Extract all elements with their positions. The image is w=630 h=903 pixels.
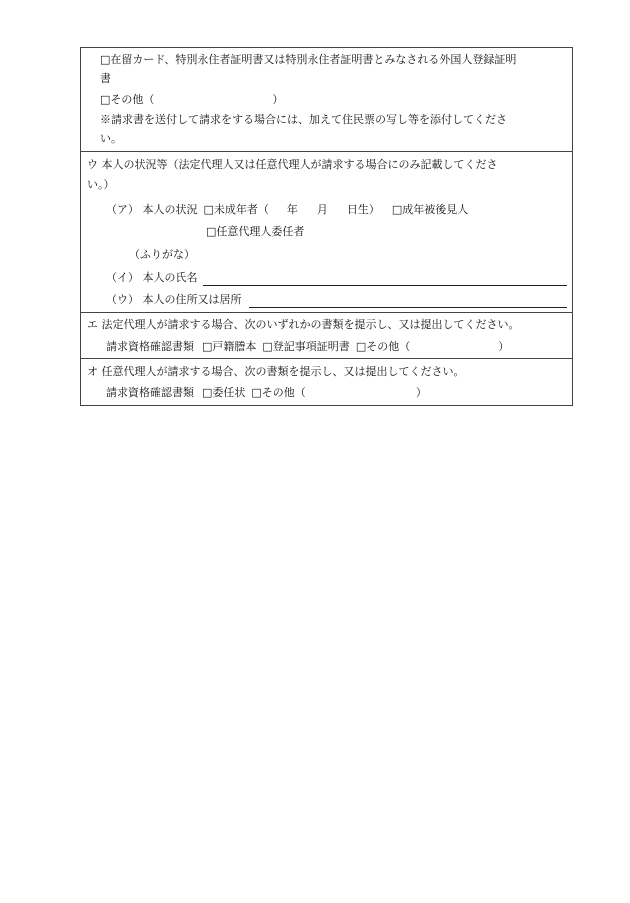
principal-name-label: （イ） 本人の氏名 — [106, 271, 198, 284]
voluntary-agent-section — [81, 358, 572, 405]
legal-agent-doc-label: 請求資格確認書類 — [106, 340, 194, 353]
legal-agent-heading: エ 法定代理人が請求する場合、次のいずれかの書類を提示し、又は提出してください。 — [87, 318, 520, 331]
principal-name-field[interactable] — [203, 285, 567, 286]
principal-status-label: （ア） 本人の状況 — [106, 203, 198, 216]
voluntary-agent-other-checkbox[interactable]: □その他（ — [251, 386, 306, 399]
mail-request-note: ※請求書を送付して請求をする場合には、加えて住民票の写し等を添付してくださ — [100, 113, 507, 126]
voluntary-agent-documents-row — [106, 386, 427, 400]
principal-address-field[interactable] — [249, 307, 567, 308]
request-form-table — [80, 47, 573, 406]
principal-address-label: （ウ） 本人の住所又は居所 — [106, 293, 242, 306]
legal-agent-other-checkbox[interactable]: □その他（ — [355, 340, 411, 353]
birth-day-label: 日生） — [346, 203, 380, 216]
other-document-close: ） — [272, 93, 284, 106]
other-document-checkbox[interactable] — [100, 93, 283, 107]
legal-agent-other-close: ） — [498, 340, 510, 353]
principal-status-heading: ウ 本人の状況等（法定代理人又は任意代理人が請求する場合にのみ記載してくださ — [87, 158, 498, 171]
legal-agent-section — [81, 312, 572, 358]
adult-ward-checkbox[interactable]: □成年被後見人 — [391, 203, 469, 216]
minor-checkbox[interactable]: □未成年者（ — [203, 203, 269, 216]
voluntary-principal-checkbox[interactable]: □任意代理人委任者 — [206, 225, 305, 238]
legal-agent-documents-row — [106, 340, 509, 354]
power-of-attorney-checkbox[interactable]: □委任状 — [202, 386, 246, 399]
birth-year-label: 年 — [286, 203, 298, 216]
family-register-checkbox[interactable]: □戸籍謄本 — [202, 340, 257, 353]
voluntary-agent-other-close: ） — [415, 386, 427, 399]
principal-status-row — [106, 203, 468, 217]
principal-status-heading-continued: い。） — [87, 178, 115, 191]
registry-certificate-checkbox[interactable]: □登記事項証明書 — [262, 340, 350, 353]
mail-request-note-continued: い。 — [100, 132, 122, 145]
furigana-label: （ふりがな） — [129, 248, 195, 261]
voluntary-agent-heading: オ 任意代理人が請求する場合、次の書類を提示し、又は提出してください。 — [87, 365, 465, 378]
other-document-label: □その他（ — [100, 93, 155, 106]
birth-month-label: 月 — [316, 203, 328, 216]
voluntary-agent-doc-label: 請求資格確認書類 — [106, 386, 194, 399]
identity-documents-section — [81, 48, 572, 151]
principal-status-section — [81, 151, 572, 312]
residence-card-checkbox-line[interactable]: □在留カード、特別永住者証明書又は特別永住者証明書とみなされる外国人登録証明 — [100, 53, 517, 66]
residence-card-line-continued: 書 — [100, 72, 111, 85]
